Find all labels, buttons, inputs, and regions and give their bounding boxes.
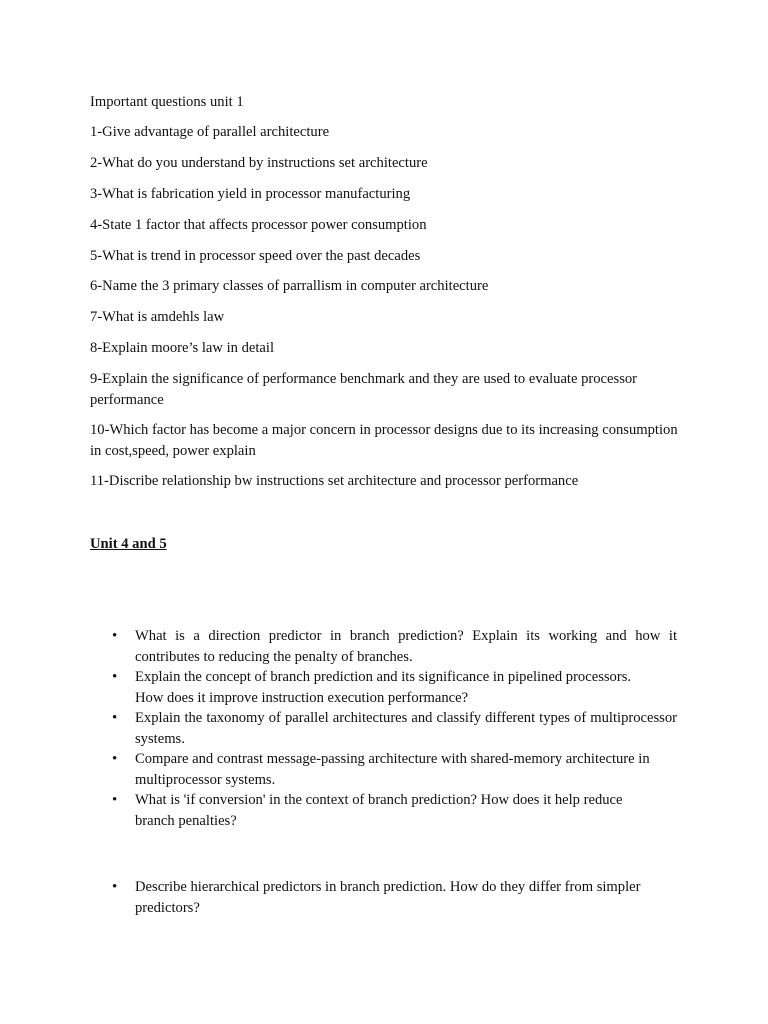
question-1: 1-Give advantage of parallel architecture [90,124,330,140]
question-2: 2-What do you understand by instructions set architecture [90,155,428,171]
question-7: 7-What is amdehls law [90,309,225,325]
bullet-item-3: Explain the taxonomy of parallel architectures and classify different types of multiprocessor systems. [135,710,677,747]
section-heading: Unit 4 and 5 [90,536,167,552]
bullet-marker: • [112,879,118,895]
bullet-marker: • [112,710,118,726]
bullet-item-6: Describe hierarchical predictors in branch prediction. How do they differ from simpler predictors? [135,879,641,916]
document-title: Important questions unit 1 [90,94,244,110]
question-9: 9-Explain the significance of performance benchmark and they are used to evaluate processor performance [90,371,638,408]
question-11: 11-Discribe relationship bw instructions set architecture and processor performance [90,473,579,489]
question-5: 5-What is trend in processor speed over the past decades [90,248,421,264]
bullet-item-2: Explain the concept of branch prediction and its significance in pipelined processors. [135,669,632,685]
bullet-marker: • [112,669,118,685]
bullet-marker: • [112,628,118,644]
bullet-marker: • [112,792,118,808]
bullet-item-4: Compare and contrast message-passing architecture with shared-memory architecture in multiprocessor systems. [135,751,650,788]
question-8: 8-Explain moore’s law in detail [90,340,274,356]
question-3: 3-What is fabrication yield in processor manufacturing [90,186,411,202]
question-10: 10-Which factor has become a major concern in processor designs due to its increasing consumption in cost,speed, power explain [90,422,678,459]
bullet-marker: • [112,751,118,767]
bullet-item-2-continuation: How does it improve instruction execution performance? [135,690,469,706]
bullet-item-1: What is a direction predictor in branch prediction? Explain its working and how it contributes to reducing the penalty of branches. [135,628,677,665]
question-4: 4-State 1 factor that affects processor power consumption [90,217,427,233]
bullet-item-5: What is 'if conversion' in the context of branch prediction? How does it help reduce branch penalties? [135,792,623,829]
question-6: 6-Name the 3 primary classes of parrallism in computer architecture [90,278,489,294]
